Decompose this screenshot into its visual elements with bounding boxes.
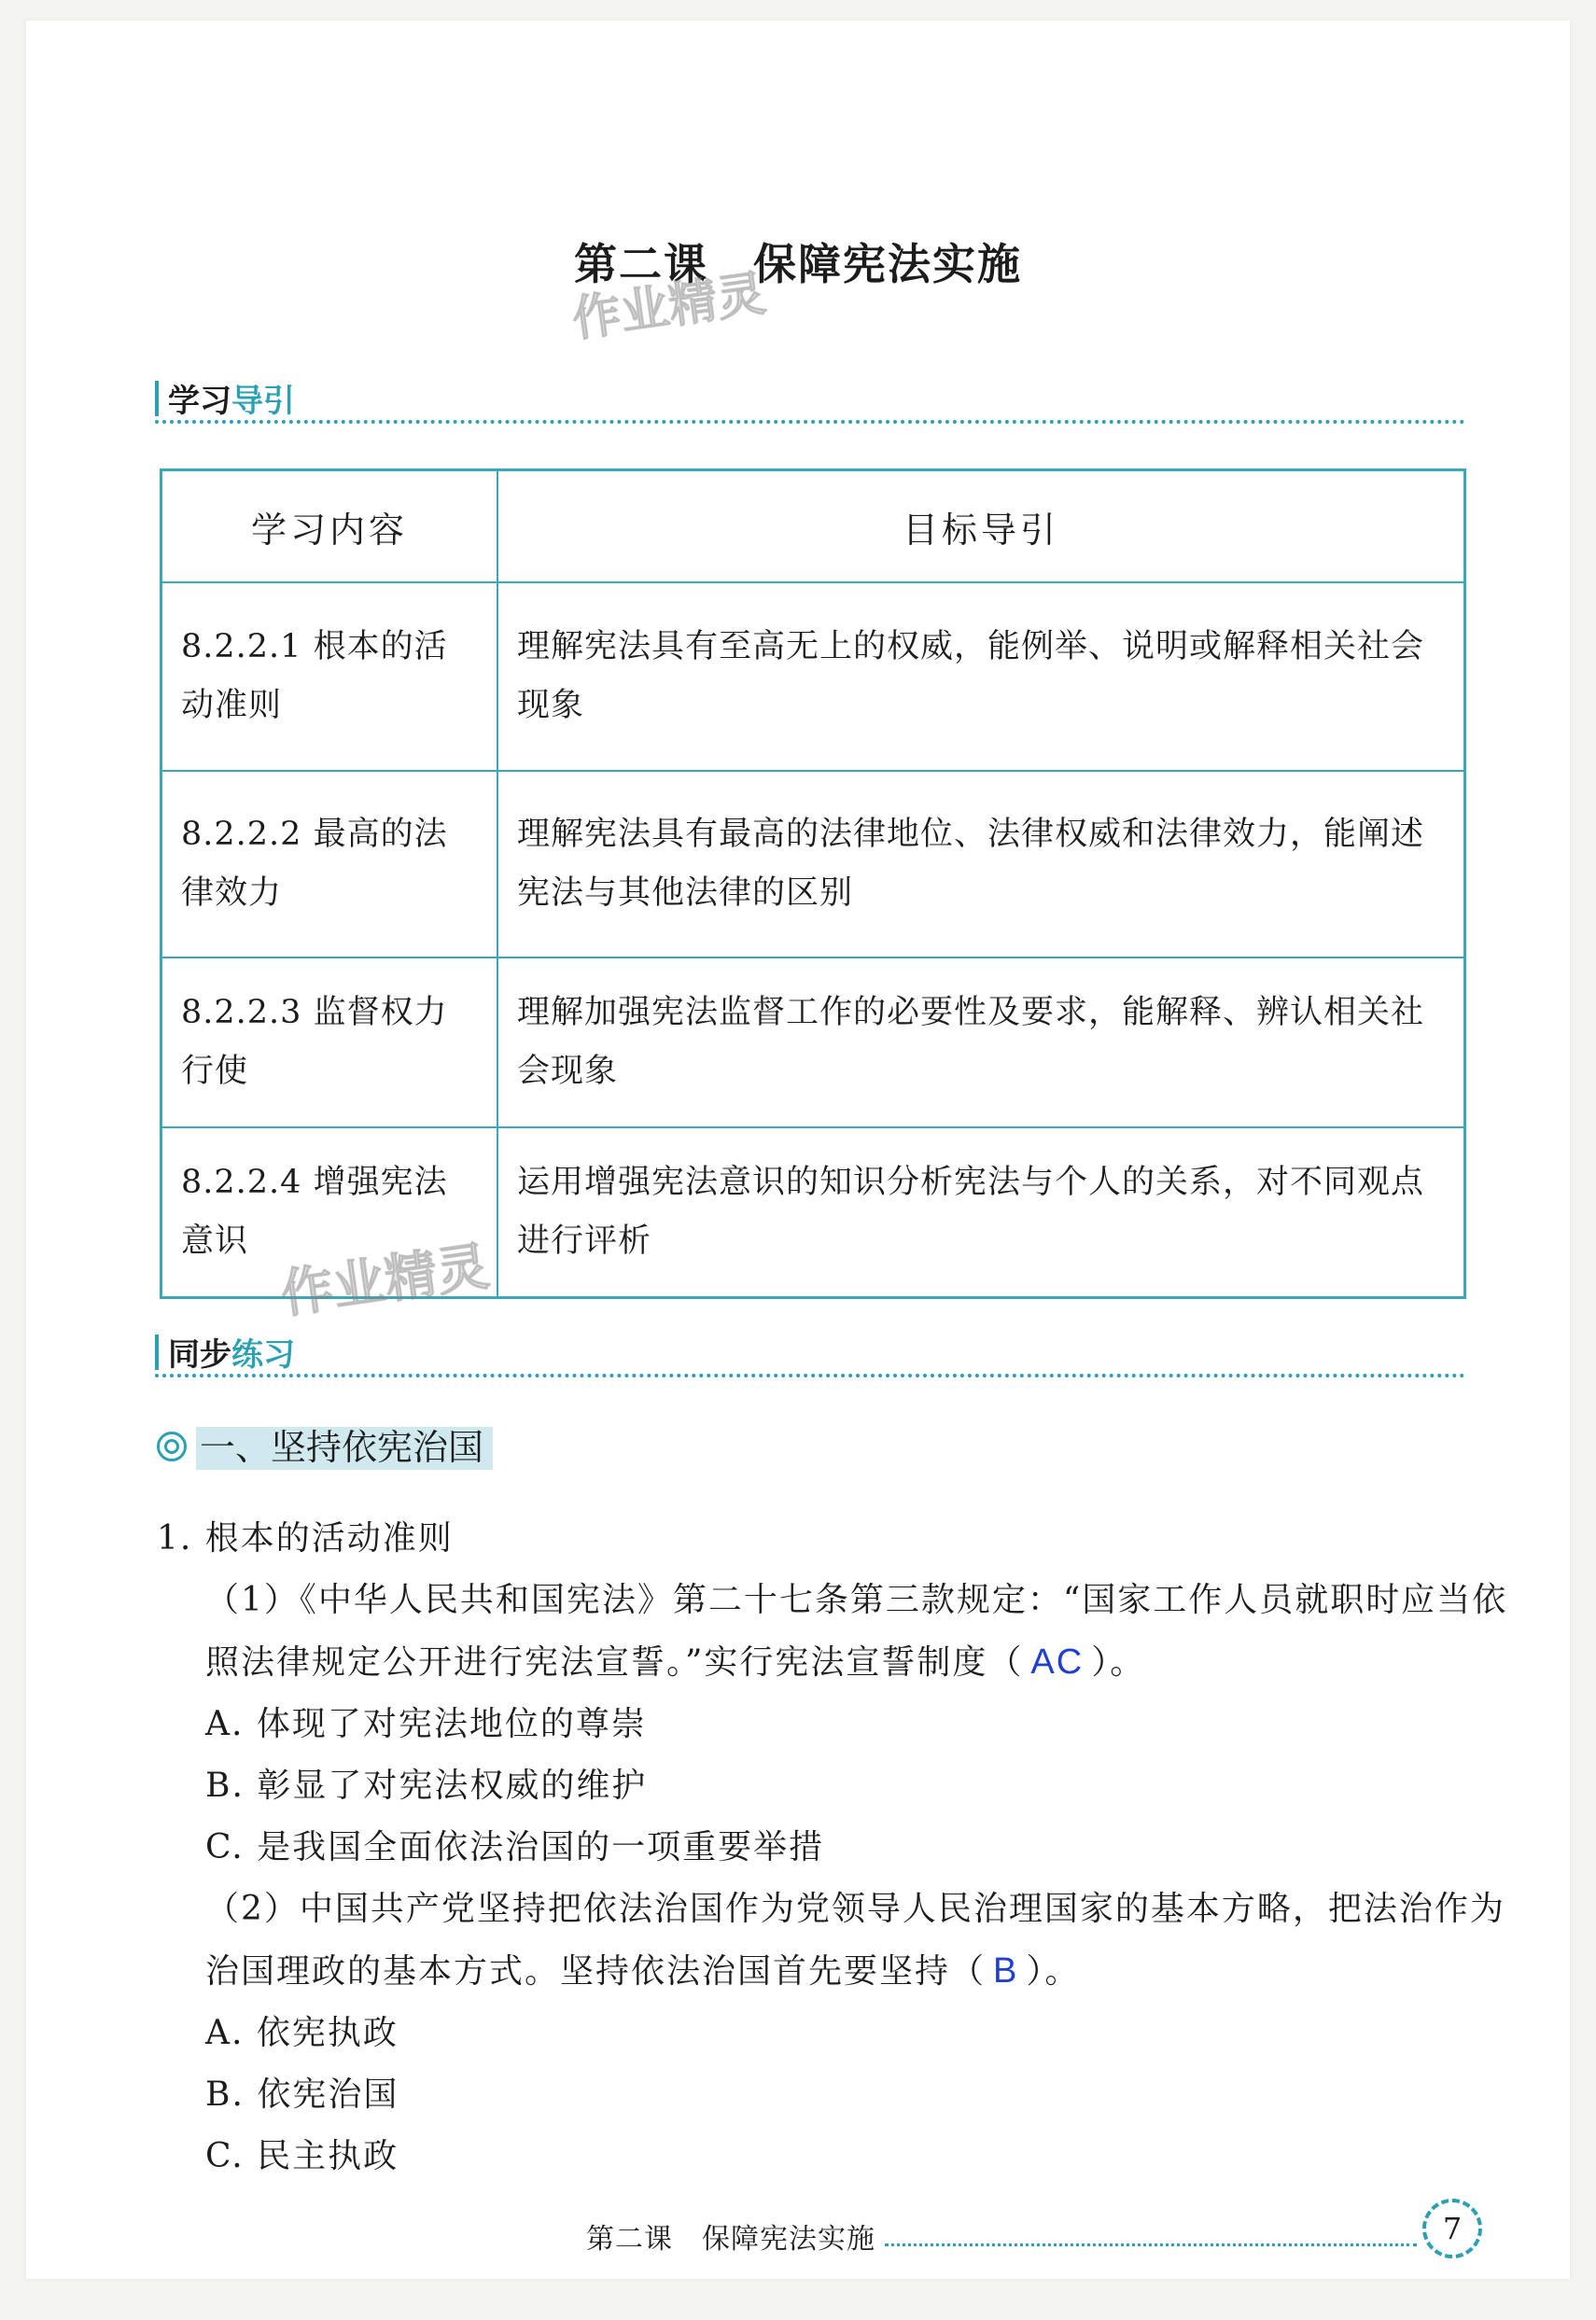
option-item: A. 依宪执政 (205, 2014, 399, 2052)
question-block (157, 1570, 1521, 2187)
table-header-row (161, 470, 1465, 583)
learning-guide-table (160, 468, 1466, 1299)
watermark-logo: 作业精灵 (277, 1236, 494, 1326)
section-heading-practice (155, 1327, 1465, 1377)
footer-dotted-line (885, 2243, 1417, 2246)
table-header-content: 学习内容 (161, 470, 498, 583)
target-circle-icon (157, 1432, 187, 1461)
table-row (161, 957, 1465, 1127)
table-cell-content: 8.2.2.2 最高的法律效力 (161, 771, 498, 957)
table-cell-content: 8.2.2.3 监督权力行使 (161, 957, 498, 1127)
section-heading-guide (155, 373, 1465, 424)
page-number: 7 (1422, 2199, 1482, 2258)
section-label-part2: 导引 (231, 383, 295, 420)
watermark-logo: 作业精灵 (568, 265, 769, 349)
section-bar (155, 381, 159, 416)
table-cell-content: 8.2.2.4 增强宪法意识 (161, 1127, 498, 1298)
sub-heading-text: 一、坚持依宪治国 (196, 1427, 493, 1470)
page-footer (586, 2212, 1482, 2258)
answer-text: B (993, 1951, 1019, 1991)
table-row (161, 582, 1465, 771)
table-cell-goal: 理解宪法具有至高无上的权威，能例举、说明或解释相关社会现象 (497, 582, 1465, 771)
table-cell-goal: 运用增强宪法意识的知识分析宪法与个人的关系，对不同观点进行评析 (497, 1127, 1465, 1298)
section-bar (155, 1335, 159, 1370)
option-item: A. 体现了对宪法地位的尊崇 (205, 1705, 647, 1743)
question-title: 1. 根本的活动准则 (157, 1519, 454, 1558)
section-label-part1: 学习 (168, 383, 231, 420)
section-label-part1: 同步 (168, 1336, 231, 1374)
question-stem-1: （1）《中华人民共和国宪法》第二十七条第三款规定：“国家工作人员就职时应当依照法律规定公开进行宪法宣誓。”实行宪法宣誓制度（ AC ）。 (205, 1581, 1508, 1682)
sub-heading (157, 1419, 493, 1470)
table-cell-content: 8.2.2.1 根本的活动准则 (161, 582, 498, 771)
question-stem-2: （2）中国共产党坚持把依法治国作为党领导人民治理国家的基本方略，把法治作为治国理政的基本方式。坚持依法治国首先要坚持（ B ）。 (205, 1890, 1505, 1991)
footer-title: 第二课 保障宪法实施 (586, 2215, 883, 2257)
section-label-part2: 练习 (231, 1336, 295, 1374)
table-cell-goal: 理解加强宪法监督工作的必要性及要求，能解释、辨认相关社会现象 (497, 957, 1465, 1127)
option-item: C. 是我国全面依法治国的一项重要举措 (205, 1828, 825, 1866)
table-cell-goal: 理解宪法具有最高的法律地位、法律权威和法律效力，能阐述宪法与其他法律的区别 (497, 771, 1465, 957)
table-row (161, 771, 1465, 957)
table-header-goal: 目标导引 (497, 470, 1465, 583)
option-item: B. 依宪治国 (205, 2075, 399, 2114)
answer-text: AC (1030, 1642, 1085, 1682)
option-item: C. 民主执政 (205, 2137, 399, 2175)
option-item: B. 彰显了对宪法权威的维护 (205, 1767, 648, 1805)
lesson-title: 第二课 保障宪法实施 (574, 239, 1022, 289)
textbook-page (26, 21, 1570, 2279)
